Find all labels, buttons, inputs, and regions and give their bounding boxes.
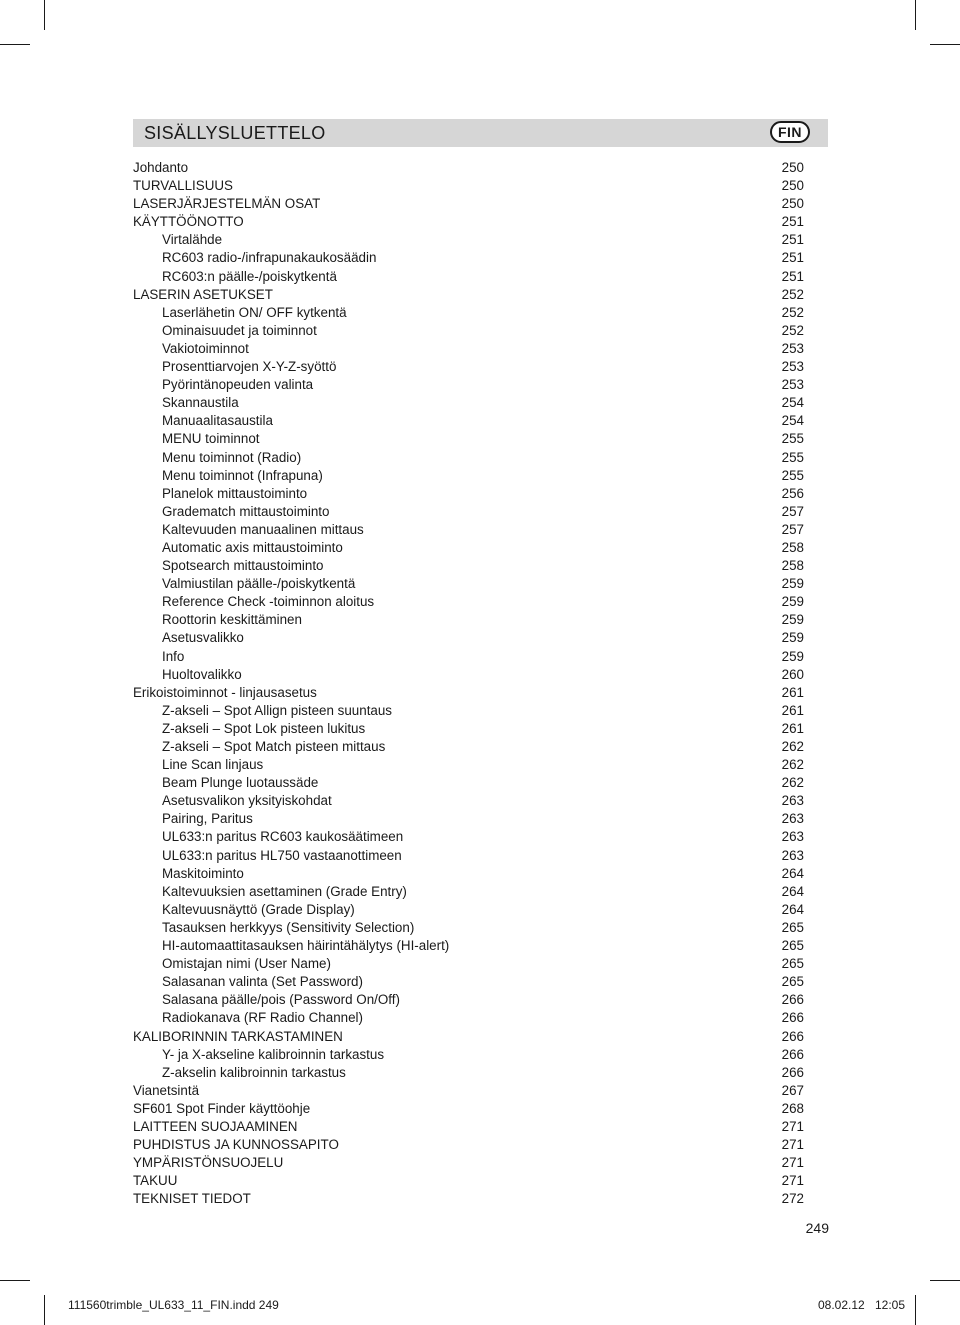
toc-entry [133, 883, 804, 901]
toc-entry-page: 267 [781, 1082, 804, 1098]
toc-entry [133, 937, 804, 955]
toc-entry-label: Skannaustila [162, 395, 239, 411]
toc-entry [133, 666, 804, 684]
toc-entry-page: 261 [781, 720, 804, 736]
toc-entry-label: Erikoistoiminnot - linjausasetus [133, 684, 317, 700]
toc-entry-page: 250 [781, 178, 804, 194]
toc-entry-page: 259 [781, 630, 804, 646]
toc-entry-label: Z-akselin kalibroinnin tarkastus [162, 1064, 346, 1080]
toc-entry [133, 195, 804, 213]
toc-entry-page: 258 [781, 539, 804, 555]
toc-entry [133, 684, 804, 702]
page-number: 249 [805, 1220, 829, 1236]
toc-entry-page: 255 [781, 467, 804, 483]
toc-entry-page: 264 [781, 865, 804, 881]
crop-mark [915, 0, 916, 30]
toc-entry-label: UL633:n paritus HL750 vastaanottimeen [162, 847, 402, 863]
toc-entry [133, 738, 804, 756]
toc-entry [133, 792, 804, 810]
toc-entry-page: 257 [781, 521, 804, 537]
toc-entry-page: 271 [781, 1173, 804, 1189]
toc-entry-page: 262 [781, 775, 804, 791]
toc-entry [133, 1154, 804, 1172]
crop-mark [44, 0, 45, 30]
toc-entry [133, 485, 804, 503]
toc-entry-page: 271 [781, 1137, 804, 1153]
language-badge: FIN [770, 121, 810, 143]
toc-entry-label: MENU toiminnot [162, 431, 260, 447]
toc-entry [133, 177, 804, 195]
toc-entry [133, 268, 804, 286]
toc-entry-label: Salasana päälle/pois (Password On/Off) [162, 992, 400, 1008]
toc-entry-label: Pairing, Paritus [162, 811, 253, 827]
toc-entry [133, 1100, 804, 1118]
toc-entry-page: 255 [781, 431, 804, 447]
toc-entry-label: PUHDISTUS JA KUNNOSSAPITO [133, 1137, 339, 1153]
toc-entry [133, 702, 804, 720]
toc-entry-label: Tasauksen herkkyys (Sensitivity Selection) [162, 919, 415, 935]
toc-entry-label: Z-akseli – Spot Match pisteen mittaus [162, 739, 386, 754]
toc-entry-page: 271 [781, 1118, 804, 1134]
toc-entry-page: 256 [781, 485, 804, 501]
toc-entry [133, 1082, 804, 1100]
toc-entry-page: 266 [781, 992, 804, 1008]
toc-entry-page: 252 [781, 286, 804, 302]
toc-entry-label: Laserlähetin ON/ OFF kytkentä [162, 304, 347, 320]
toc-entry-label: Beam Plunge luotaussäde [162, 775, 319, 791]
toc-entry-label: Huoltovalikko [162, 666, 242, 682]
toc-entry [133, 575, 804, 593]
crop-mark [915, 1295, 916, 1325]
toc-entry [133, 865, 804, 883]
toc-entry-label: Manuaalitasaustila [162, 413, 273, 429]
toc-entry-label: Automatic axis mittaustoiminto [162, 539, 343, 555]
toc-entry-label: Maskitoiminto [162, 865, 244, 881]
toc-entry-label: Virtalähde [162, 232, 223, 248]
toc-entry [133, 611, 804, 629]
toc-entry-label: HI-automaattitasauksen häirintähälytys (HI-alert) [162, 938, 450, 954]
toc-entry-page: 257 [781, 503, 804, 519]
toc-entry [133, 756, 804, 774]
toc-entry-page: 262 [781, 757, 804, 773]
toc-entry-label: LAITTEEN SUOJAAMINEN [133, 1118, 298, 1134]
toc-entry [133, 1028, 804, 1046]
toc-entry-label: Kaltevuuksien asettaminen (Grade Entry) [162, 883, 407, 899]
crop-mark [44, 1295, 45, 1325]
toc-entry-label: Info [162, 648, 185, 664]
toc-entry [133, 1009, 804, 1027]
toc-entry [133, 1172, 804, 1190]
toc-entry [133, 521, 804, 539]
toc-entry [133, 213, 804, 231]
toc-entry-page: 263 [781, 811, 804, 827]
toc-entry [133, 1136, 804, 1154]
toc-entry-page: 251 [781, 214, 804, 230]
toc-entry-page: 259 [781, 648, 804, 664]
toc-entry [133, 430, 804, 448]
toc-entry [133, 286, 804, 304]
toc-entry-page: 262 [781, 739, 804, 754]
toc-entry-label: Menu toiminnot (Infrapuna) [162, 467, 323, 483]
toc-entry-page: 251 [781, 250, 804, 266]
footer-time: 12:05 [875, 1298, 906, 1312]
toc-entry-page: 251 [781, 232, 804, 248]
toc-entry [133, 412, 804, 430]
toc-entry-page: 250 [781, 160, 804, 175]
toc-entry-label: Radiokanava (RF Radio Channel) [162, 1010, 363, 1026]
toc-entry-label: Kaltevuuden manuaalinen mittaus [162, 521, 364, 537]
toc-entry-page: 255 [781, 449, 804, 465]
toc-entry-label: YMPÄRISTÖNSUOJELU [133, 1155, 284, 1171]
toc-entry-label: RC603:n päälle-/poiskytkentä [162, 268, 337, 284]
toc-entry [133, 828, 804, 846]
toc-entry-label: TURVALLISUUS [133, 178, 233, 194]
toc-entry-page: 259 [781, 612, 804, 628]
toc-entry-page: 266 [781, 1010, 804, 1026]
toc-entry-page: 259 [781, 576, 804, 592]
toc-entry-label: Planelok mittaustoiminto [162, 485, 308, 501]
toc-entry [133, 1190, 804, 1208]
toc-entry [133, 629, 804, 647]
toc-entry-page: 266 [781, 1064, 804, 1080]
toc-entry-page: 265 [781, 974, 804, 990]
toc-entry [133, 159, 804, 177]
toc-entry [133, 304, 804, 322]
toc-entry [133, 720, 804, 738]
toc-entry [133, 1118, 804, 1136]
toc-entry-page: 271 [781, 1155, 804, 1171]
toc-entry [133, 810, 804, 828]
toc-entry-page: 266 [781, 1028, 804, 1044]
toc-entry [133, 322, 804, 340]
toc-entry [133, 557, 804, 575]
toc-entry-page: 253 [781, 340, 804, 356]
toc-entry [133, 973, 804, 991]
toc-entry-label: Vakiotoiminnot [162, 340, 249, 356]
toc-entry [133, 231, 804, 249]
toc-entry-label: Z-akseli – Spot Lok pisteen lukitus [162, 720, 366, 736]
toc-entry-page: 268 [781, 1100, 804, 1116]
toc-entry [133, 449, 804, 467]
footer-file-name: 111560trimble_UL633_11_FIN.indd 249 [68, 1298, 279, 1312]
toc-entry-label: TEKNISET TIEDOT [133, 1191, 251, 1207]
toc-entry-page: 254 [781, 413, 804, 429]
toc-entry-label: Roottorin keskittäminen [162, 612, 302, 628]
toc-entry-label: Omistajan nimi (User Name) [162, 956, 331, 972]
toc-entry [133, 955, 804, 973]
crop-mark [0, 1280, 30, 1281]
toc-entry-label: LASERJÄRJESTELMÄN OSAT [133, 196, 321, 212]
toc-entry-label: Ominaisuudet ja toiminnot [162, 322, 317, 338]
footer-date: 08.02.12 [818, 1298, 865, 1312]
toc-entry-label: Asetusvalikko [162, 630, 244, 646]
toc-entry [133, 394, 804, 412]
toc-entry [133, 358, 804, 376]
toc-entry-label: SF601 Spot Finder käyttöohje [133, 1100, 311, 1116]
toc-entry [133, 503, 804, 521]
toc-entry-label: Kaltevuusnäyttö (Grade Display) [162, 901, 355, 917]
toc-entry-label: Johdanto [133, 160, 189, 175]
toc-entry-page: 250 [781, 196, 804, 212]
toc-entry-page: 263 [781, 793, 804, 809]
toc-entry-label: KÄYTTÖÖNOTTO [133, 214, 244, 230]
toc-entry-page: 264 [781, 883, 804, 899]
crop-mark [930, 44, 960, 45]
toc-entry [133, 593, 804, 611]
toc-entry [133, 249, 804, 267]
toc-entry [133, 847, 804, 865]
toc-entry-label: Y- ja X-akseline kalibroinnin tarkastus [162, 1046, 385, 1062]
toc-entry-label: Pyörintänopeuden valinta [162, 377, 314, 393]
toc-entry-page: 265 [781, 938, 804, 954]
toc-entry-page: 272 [781, 1191, 804, 1207]
toc-entry-page: 259 [781, 594, 804, 610]
toc-entry-label: Gradematch mittaustoiminto [162, 503, 330, 519]
page-title: SISÄLLYSLUETTELO [144, 123, 326, 143]
toc-entry-label: Menu toiminnot (Radio) [162, 449, 302, 465]
toc-entry [133, 901, 804, 919]
toc-entry-page: 260 [781, 666, 804, 682]
toc-entry-label: RC603 radio-/infrapunakaukosäädin [162, 250, 377, 266]
toc-entry-label: Prosenttiarvojen X-Y-Z-syöttö [162, 359, 337, 375]
toc-entry [133, 376, 804, 394]
toc-entry-page: 253 [781, 359, 804, 375]
table-of-contents [133, 159, 804, 1208]
toc-entry-page: 261 [781, 684, 804, 700]
toc-entry-label: Salasanan valinta (Set Password) [162, 974, 363, 990]
toc-entry-label: TAKUU [133, 1173, 178, 1189]
toc-entry [133, 1064, 804, 1082]
toc-entry-label: Z-akseli – Spot Allign pisteen suuntaus [162, 702, 393, 718]
toc-entry-page: 251 [781, 268, 804, 284]
toc-entry [133, 648, 804, 666]
toc-entry-page: 254 [781, 395, 804, 411]
toc-entry-page: 266 [781, 1046, 804, 1062]
toc-entry-page: 265 [781, 919, 804, 935]
toc-entry-label: Asetusvalikon yksityiskohdat [162, 793, 332, 809]
toc-entry-page: 265 [781, 956, 804, 972]
crop-mark [930, 1280, 960, 1281]
toc-entry-page: 261 [781, 702, 804, 718]
toc-entry-label: LASERIN ASETUKSET [133, 286, 273, 302]
toc-entry-page: 264 [781, 901, 804, 917]
toc-entry-label: Reference Check -toiminnon aloitus [162, 594, 375, 610]
toc-entry-page: 263 [781, 829, 804, 845]
toc-entry [133, 1046, 804, 1064]
toc-entry [133, 919, 804, 937]
toc-entry [133, 774, 804, 792]
toc-entry-label: KALIBORINNIN TARKASTAMINEN [133, 1028, 343, 1044]
toc-entry-page: 252 [781, 304, 804, 320]
toc-entry-label: Spotsearch mittaustoiminto [162, 558, 324, 574]
toc-entry-label: Line Scan linjaus [162, 757, 264, 773]
toc-entry-page: 253 [781, 377, 804, 393]
section-header [133, 119, 828, 147]
toc-entry-label: Valmiustilan päälle-/poiskytkentä [162, 576, 356, 592]
toc-entry [133, 467, 804, 485]
toc-entry-page: 252 [781, 322, 804, 338]
crop-mark [0, 44, 30, 45]
toc-entry [133, 340, 804, 358]
toc-entry-label: Vianetsintä [133, 1082, 200, 1098]
toc-entry-page: 263 [781, 847, 804, 863]
toc-entry [133, 539, 804, 557]
toc-entry [133, 991, 804, 1009]
toc-entry-page: 258 [781, 558, 804, 574]
toc-entry-label: UL633:n paritus RC603 kaukosäätimeen [162, 829, 404, 845]
